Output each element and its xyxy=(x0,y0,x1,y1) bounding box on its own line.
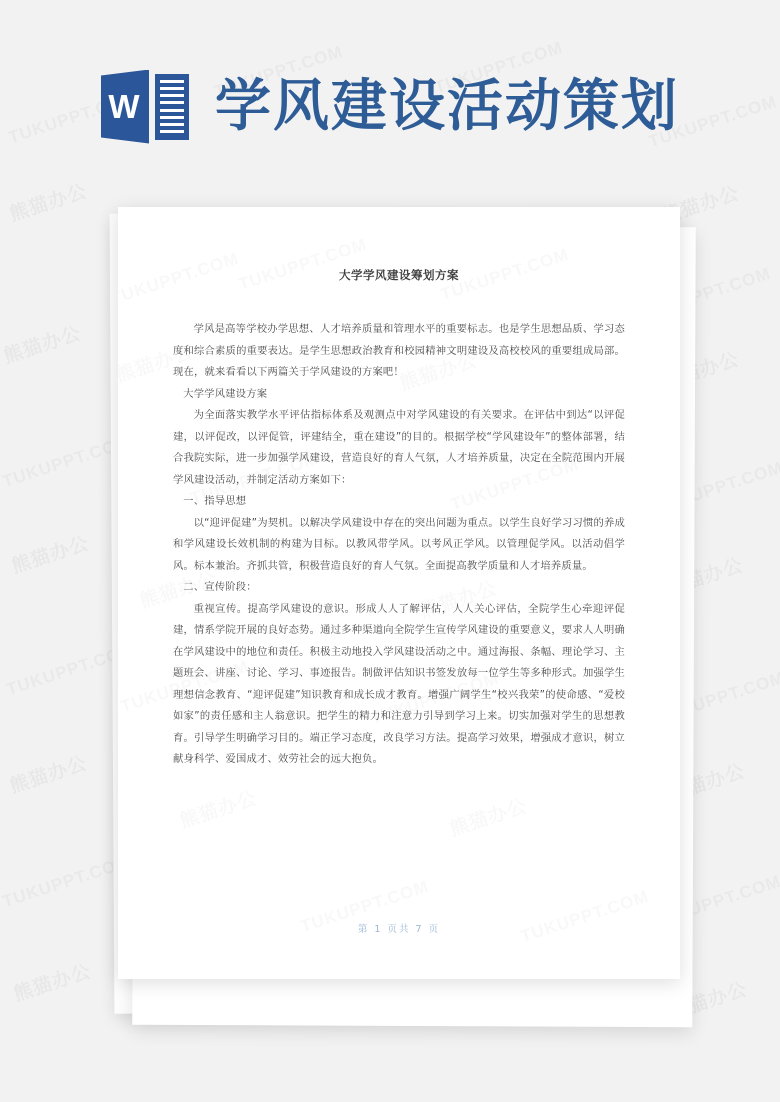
page-title: 学风建设活动策划 xyxy=(215,75,679,138)
document-paragraph: 以“迎评促建”为契机。以解决学风建设中存在的突出问题为重点。以学生良好学习习惯的养成和学风建设长效机制的构建为目标。以教风带学风。以考风正学风。以管理促学风。以活动倡学风。标本兼治。齐抓共管，积极营造良好的育人气氛。全面提高教学质量和人才培养质量。 xyxy=(173,516,625,572)
word-icon-sheet xyxy=(155,74,189,140)
word-icon-line xyxy=(160,123,184,126)
document-paragraph: 重视宣传。提高学风建设的意识。形成人人了解评估，人人关心评估，全院学生心牵迎评促建，情系学院开展的良好态势。通过多种渠道向全院学生宣传学风建设的重要意义，要求人人明确在学风建设中的地位和责任。积极主动地投入学风建设活动之中。通过海报、条幅、理论学习、主题班会、讲座、讨论、学习、事迹报告。制做评估知识书签发放每一位学生等多种形式。加强学生理想信念教育、“迎评促建”知识教育和成长成才教育。增强广阔学生“校兴我荣”的使命感、“爱校如家”的责任感和主人翁意识。把学生的精力和注意力引导到学习上来。切实加强对学生的思想教育。引导学生明确学习目的。端正学习态度，改良学习方法。提高学习效果，增强成才意识，树立献身科学、爱国成才、效劳社会的远大抱负。 xyxy=(173,602,625,765)
page-header xyxy=(0,0,780,185)
document-page-front[interactable] xyxy=(118,207,680,979)
document-paragraph: 大学学风建设方案 xyxy=(183,387,268,400)
word-icon-line xyxy=(160,109,184,112)
document-section-heading: 二、宣传阶段： xyxy=(183,581,257,593)
document-section-heading: 一、指导思想 xyxy=(183,495,247,507)
document-paragraph: 为全面落实教学水平评估指标体系及观测点中对学风建设的有关要求。在评估中到达“以评促建，以评促改，以评促管，评建结全，重在建设”的目的。根据学校“学风建设年”的整体部署，结合我院实际，进一步加强学风建设，营造良好的育人气氛，人才培养质量，决定在全院范围内开展学风建设活动，并制定活动方案如下： xyxy=(173,409,625,486)
word-icon-line xyxy=(160,130,184,133)
document-paragraph: 学风是高等学校办学思想、人才培养质量和管理水平的重要标志。也是学生思想品质、学习态度和综合素质的重要表达。是学生思想政治教育和校园精神文明建设及高校校风的重要组成局部。现在，就来看看以下两篇关于学风建设的方案吧！ xyxy=(173,323,625,378)
document-heading: 大学学风建设筹划方案 xyxy=(339,268,459,282)
document-content xyxy=(118,207,680,979)
word-icon-letter: W xyxy=(108,88,140,125)
word-icon-line xyxy=(160,101,184,104)
word-document-icon xyxy=(101,70,189,144)
header-inner xyxy=(101,70,679,144)
word-icon-line xyxy=(160,87,184,90)
word-icon-line xyxy=(160,80,184,83)
page-number-footer: 第 1 页共 7 页 xyxy=(357,924,441,935)
word-icon-line xyxy=(160,94,184,97)
word-icon-line xyxy=(160,116,184,119)
